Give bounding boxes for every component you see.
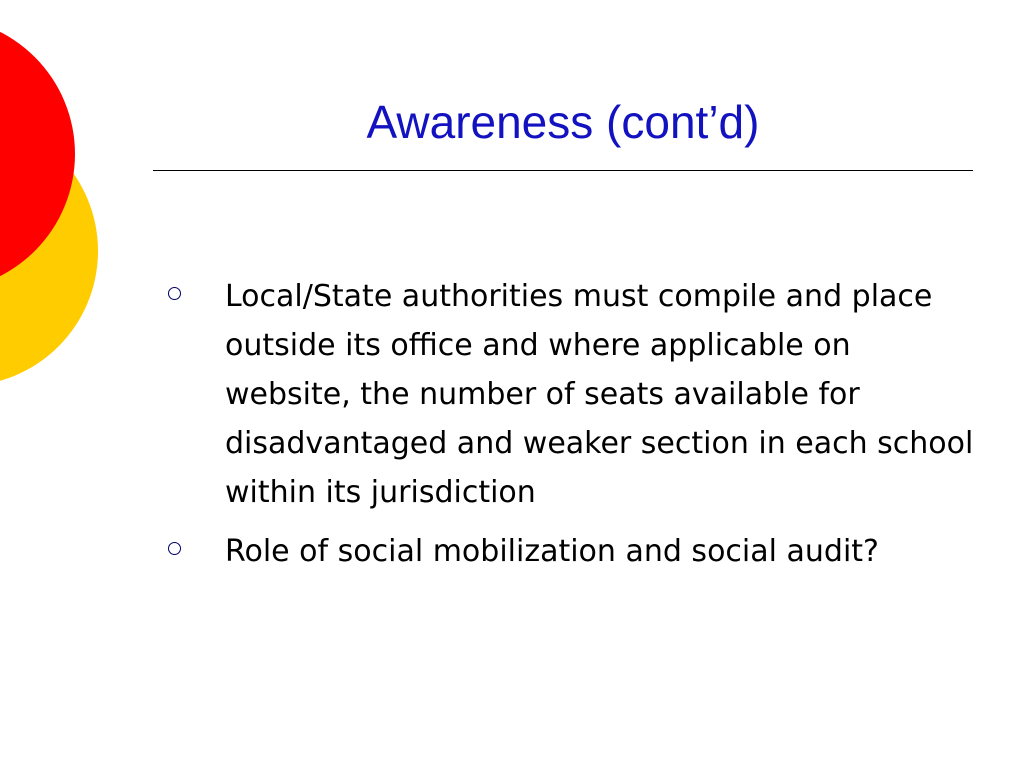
bullet-item xyxy=(160,527,980,576)
hollow-circle-bullet-icon xyxy=(168,542,181,555)
bullet-item xyxy=(160,272,980,517)
bullet-text: Role of social mobilization and social audit? xyxy=(225,534,879,569)
bullet-list xyxy=(160,272,980,586)
bullet-text: Local/State authorities must compile and place outside its office and where applicable on website, the number of seats available for disadvantaged and weaker section in each school within its jurisdiction xyxy=(225,279,974,510)
slide-title: Awareness (cont’d) xyxy=(366,96,760,148)
title-divider xyxy=(153,170,973,171)
hollow-circle-bullet-icon xyxy=(168,287,181,300)
